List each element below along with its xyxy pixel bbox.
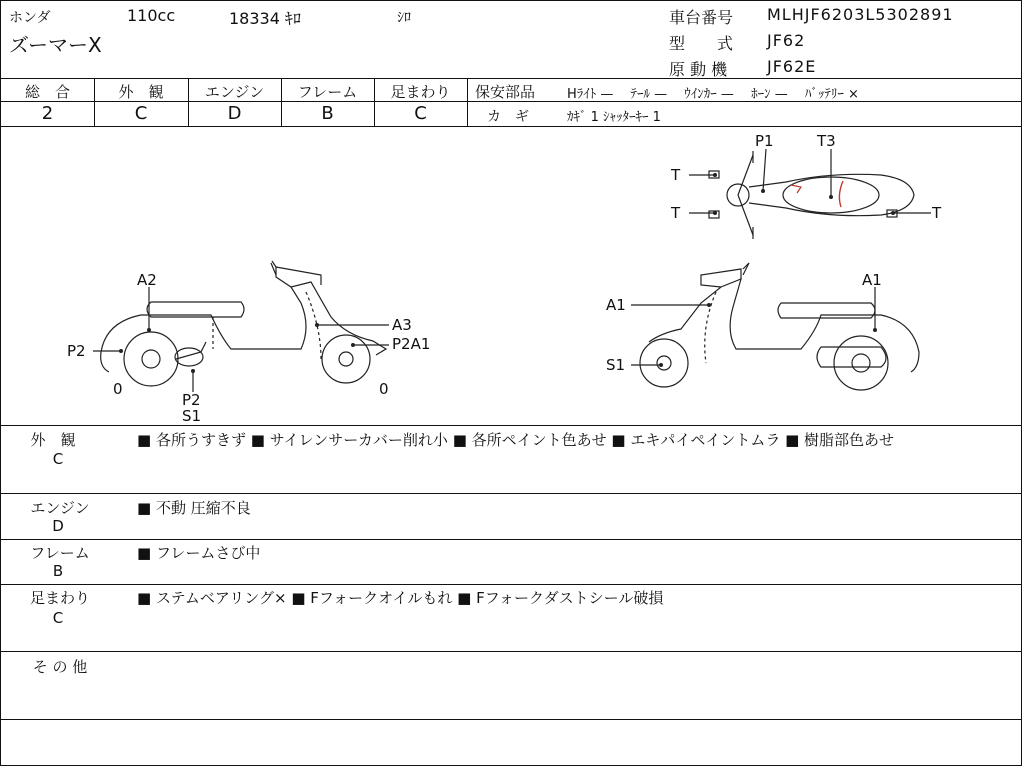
label-a2: A2 <box>137 271 157 289</box>
label-a1-right-front: A1 <box>606 296 626 314</box>
divider <box>1 78 1021 79</box>
section-exterior-grade: C <box>52 450 64 468</box>
grade-exterior-label: 外 観 <box>118 83 164 101</box>
key-label: カ ギ <box>487 109 529 125</box>
section-frame-text: ■ フレームさび中 <box>137 544 261 562</box>
section-suspension-label: 足まわり <box>29 589 90 607</box>
type-label: 型 式 <box>669 34 734 53</box>
grade-engine-value: D <box>227 103 242 124</box>
label-p2-bottom: P2 <box>182 391 201 409</box>
label-t-bottom-left: T <box>671 204 681 222</box>
safety-parts-items: Hﾗｲﾄ — ﾃｰﾙ — ｳｲﾝｶｰ — ﾎｰﾝ — ﾊﾞｯﾃﾘｰ × <box>567 87 859 102</box>
color: ｼﾛ <box>397 10 411 26</box>
grade-total-label: 総 合 <box>24 83 70 101</box>
section-engine-label: エンジン <box>30 499 90 517</box>
section-exterior-label: 外 観 <box>30 431 76 449</box>
safety-parts-label: 保安部品 <box>475 83 536 101</box>
engine-value: JF62E <box>767 57 817 76</box>
label-s1-bottom: S1 <box>182 407 202 425</box>
section-exterior-text: ■ 各所うすきず ■ サイレンサーカバー削れ小 ■ 各所ペイント色あせ ■ エキパイペイントムラ ■ 樹脂部色あせ <box>137 431 895 449</box>
top-view-scooter <box>709 151 914 239</box>
section-engine-text: ■ 不動 圧縮不良 <box>137 499 251 517</box>
engine-label: 原 動 機 <box>669 60 728 79</box>
label-zero-right: 0 <box>379 380 389 398</box>
label-p2a1: P2A1 <box>392 335 431 353</box>
section-suspension-text: ■ ステムベアリング× ■ Fフォークオイルもれ ■ Fフォークダストシール破損 <box>137 589 664 607</box>
mileage: 18334 ｷﾛ <box>229 9 301 28</box>
section-suspension-grade: C <box>52 609 64 627</box>
frame-no-label: 車台番号 <box>669 8 734 27</box>
section-frame-grade: B <box>52 562 64 580</box>
frame-no: MLHJF6203L5302891 <box>767 5 954 24</box>
label-t3: T3 <box>817 132 836 150</box>
label-p1: P1 <box>755 132 774 150</box>
grade-engine-label: エンジン <box>204 83 265 101</box>
label-zero-left: 0 <box>113 380 123 398</box>
displacement: 110cc <box>127 6 176 25</box>
damage-diagram <box>1 127 1021 425</box>
grade-frame-value: B <box>321 103 334 124</box>
model-name: ズーマーX <box>9 33 102 57</box>
grade-total-value: 2 <box>41 103 54 124</box>
key-items: ｶｷﾞ 1 ｼｬｯﾀｰｷｰ 1 <box>567 110 661 125</box>
grade-exterior-value: C <box>134 103 148 124</box>
label-a1-right-rear: A1 <box>862 271 882 289</box>
type-value: JF62 <box>767 31 806 50</box>
section-other-label: そ の 他 <box>32 658 88 676</box>
maker: ホンダ <box>9 10 51 26</box>
section-frame-label: フレーム <box>30 544 90 562</box>
label-p2-left: P2 <box>67 342 86 360</box>
label-t-top-left: T <box>671 166 681 184</box>
grade-suspension-label: 足まわり <box>390 83 451 101</box>
grade-suspension-value: C <box>414 103 427 124</box>
label-a3: A3 <box>392 316 412 334</box>
grade-frame-label: フレーム <box>297 83 358 101</box>
label-s1-right: S1 <box>606 356 626 374</box>
label-t-right: T <box>932 204 942 222</box>
section-engine-grade: D <box>52 517 64 535</box>
